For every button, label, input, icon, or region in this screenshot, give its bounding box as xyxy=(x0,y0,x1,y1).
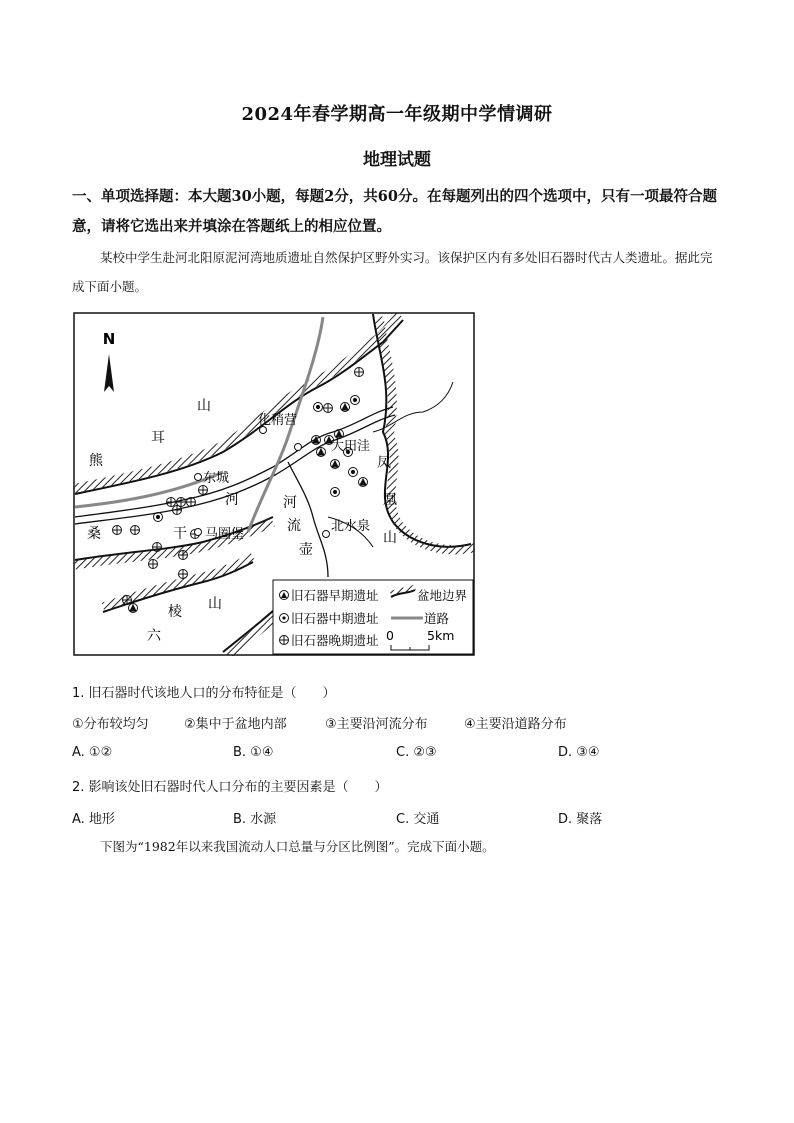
label-ling: 棱 xyxy=(168,604,182,620)
section-heading: 一、单项选择题：本大题30小题，每题2分，共60分。在每题列出的四个选项中，只有一项最符合题意，请将它选出来并填涂在答题纸上的相应位置。 xyxy=(72,188,717,235)
intro-paragraph: 某校中学生赴河北阳原泥河湾地质遗址自然保护区野外实习。该保护区内有多处旧石器时代古人类遗址。据此完成下面小题。 xyxy=(72,250,713,294)
q1-item-4: ④主要沿道路分布 xyxy=(464,717,567,732)
legend-middle: 旧石器中期遗址 xyxy=(291,611,379,626)
legend-road: 道路 xyxy=(424,611,450,626)
nihewan-map xyxy=(73,312,475,656)
label-er: 耳 xyxy=(151,430,165,446)
q2-option-b[interactable]: B. 水源 xyxy=(233,812,277,827)
page-subtitle: 地理试题 xyxy=(363,150,431,170)
q1-item-3: ③主要沿河流分布 xyxy=(325,717,428,732)
next-question-intro: 下图为“1982年以来我国流动人口总量与分区比例图”。完成下面小题。 xyxy=(100,839,495,854)
svg-text:N: N xyxy=(102,330,116,348)
label-sanggan-he: 河 xyxy=(225,492,239,508)
legend-early: 旧石器早期遗址 xyxy=(291,588,379,603)
q1-option-d[interactable]: D. ③④ xyxy=(558,745,600,760)
map-legend xyxy=(273,580,473,654)
label-feng: 凤 xyxy=(377,455,391,471)
page-title: 2024年春学期高一年级期中学情调研 xyxy=(241,104,553,125)
q2-option-d[interactable]: D. 聚落 xyxy=(558,812,603,827)
place-dongcheng: 东城 xyxy=(203,471,230,486)
label-huang: 凰 xyxy=(383,492,397,508)
label-huliu-hu: 壶 xyxy=(299,542,313,558)
place-beishuiquan: 北水泉 xyxy=(331,519,371,534)
label-sang: 桑 xyxy=(87,526,101,542)
label-huliu-he: 河 xyxy=(283,495,297,511)
label-xiong: 熊 xyxy=(89,453,103,469)
label-shan-feng: 山 xyxy=(383,530,397,546)
q1-option-a[interactable]: A. ①② xyxy=(72,745,113,760)
label-shan-er: 山 xyxy=(197,398,211,414)
place-majuanbao: 马圈堡 xyxy=(205,527,245,542)
q1-item-2: ②集中于盆地内部 xyxy=(184,717,287,732)
scale-zero: 0 xyxy=(386,628,394,643)
q1-item-1: ①分布较均匀 xyxy=(72,717,149,732)
q2-option-a[interactable]: A. 地形 xyxy=(72,812,115,827)
q1-option-b[interactable]: B. ①④ xyxy=(233,745,274,760)
q2-option-c[interactable]: C. 交通 xyxy=(396,812,440,827)
label-gan: 干 xyxy=(173,526,187,542)
place-datianwa: 大田洼 xyxy=(331,439,371,454)
label-huliu-liu: 流 xyxy=(287,518,301,534)
label-liu: 六 xyxy=(147,628,161,644)
label-shan-liu: 山 xyxy=(208,596,222,612)
question-2-stem: 2. 影响该处旧石器时代人口分布的主要因素是（ ） xyxy=(72,780,388,795)
scale-km: 5km xyxy=(427,628,455,643)
q1-option-c[interactable]: C. ②③ xyxy=(396,745,437,760)
legend-basin: 盆地边界 xyxy=(417,588,468,603)
question-1-stem: 1. 旧石器时代该地人口的分布特征是（ ） xyxy=(72,686,336,701)
place-huashaoying: 化稍营 xyxy=(258,413,298,428)
legend-late: 旧石器晚期遗址 xyxy=(291,633,379,648)
